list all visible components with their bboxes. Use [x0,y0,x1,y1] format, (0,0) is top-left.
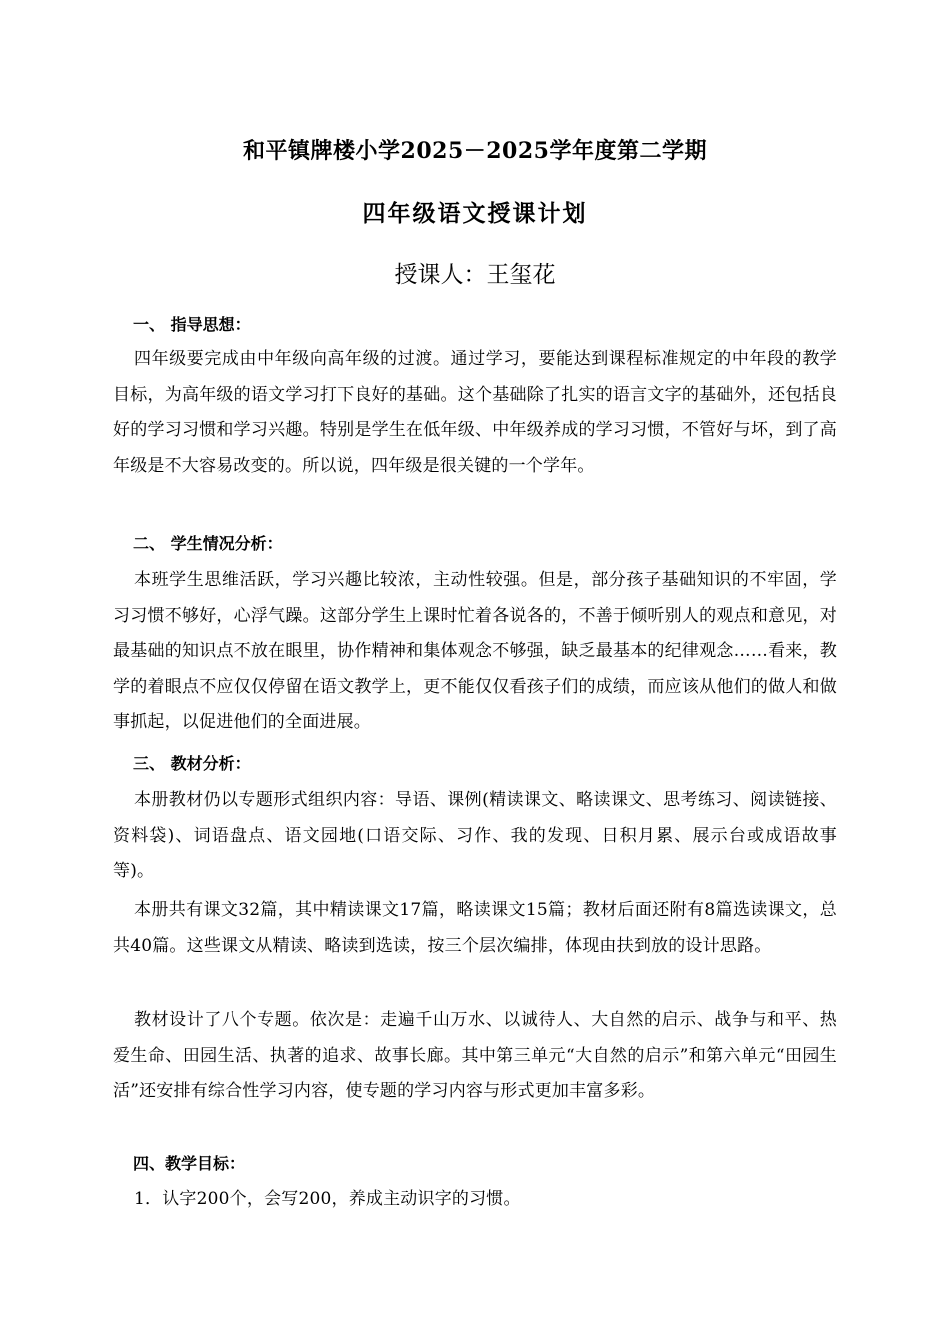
paragraph-guiding: 四年级要完成由中年级向高年级的过渡。通过学习，要能达到课程标准规定的中年段的教学目标，为高年级的语文学习打下良好的基础。这个基础除了扎实的语言文字的基础外，还包括良好的学习习惯和学习兴趣。特别是学生在低年级、中年级养成的学习习惯，不管好与坏，到了高年级是不大容易改变的。所以说，四年级是很关键的一个学年。 [113,349,837,476]
goal-item-1: 1．认字200个，会写200，养成主动识字的习惯。 [134,1189,521,1209]
school-term-title: 和平镇牌楼小学2025－2025学年度第二学期 [243,138,707,164]
section-heading-guiding: 一、 指导思想： [133,315,251,334]
section-heading-materials: 三、 教材分析： [133,754,251,773]
plan-title: 四年级语文授课计划 [362,200,588,227]
paragraph-materials-topics: 教材设计了八个专题。依次是：走遍千山万水、以诚待人、大自然的启示、战争与和平、热爱生命、田园生活、执著的追求、故事长廊。其中第三单元“大自然的启示”和第六单元“田园生活”还安排有综合性学习内容，使专题的学习内容与形式更加丰富多彩。 [113,1010,837,1102]
teacher-line: 授课人：王玺花 [394,262,556,288]
paragraph-materials-structure: 本册教材仍以专题形式组织内容：导语、课例(精读课文、略读课文、思考练习、阅读链接、资料袋)、词语盘点、语文园地(口语交际、习作、我的发现、日积月累、展示台或成语故事等)。 [113,790,837,882]
paragraph-students: 本班学生思维活跃，学习兴趣比较浓，主动性较强。但是，部分孩子基础知识的不牢固，学习习惯不够好，心浮气躁。这部分学生上课时忙着各说各的，不善于倾听别人的观点和意见，对最基础的知识点不放在眼里，协作精神和集体观念不够强，缺乏最基本的纪律观念……看来，教学的着眼点不应仅仅停留在语文教学上，更不能仅仅看孩子们的成绩，而应该从他们的做人和做事抓起，以促进他们的全面进展。 [113,570,837,733]
paragraph-materials-count: 本册共有课文32篇，其中精读课文17篇，略读课文15篇；教材后面还附有8篇选读课文，总共40篇。这些课文从精读、略读到选读，按三个层次编排，体现由扶到放的设计思路。 [113,900,837,956]
section-heading-goals: 四、教学目标： [133,1154,246,1173]
section-heading-students: 二、 学生情况分析： [133,534,283,553]
